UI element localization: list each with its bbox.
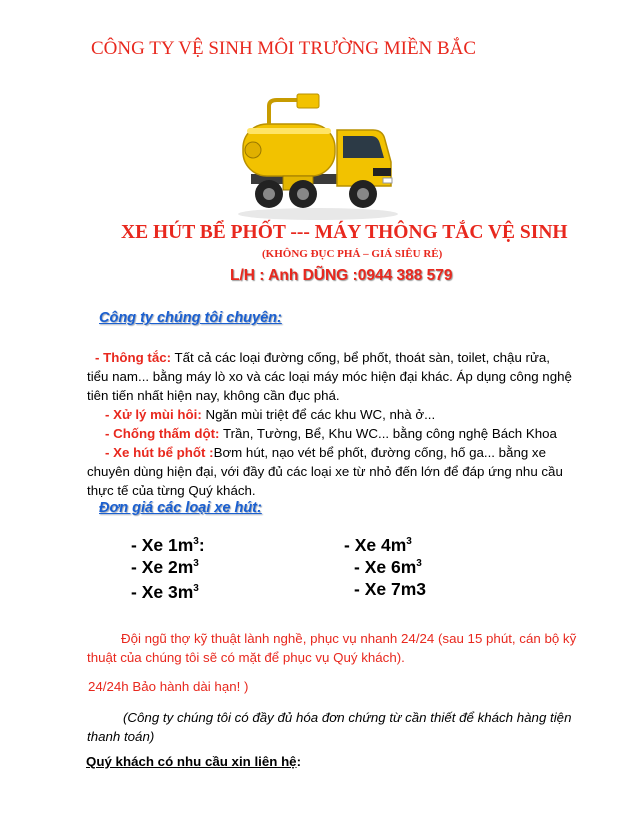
ground-shadow [238, 208, 398, 220]
contact-line: L/H : Anh DŨNG :0944 388 579 [230, 267, 453, 284]
service-item-thong-tac: - Thông tắc: Tất cả các loại đường cống, bể phốt, thoát sàn, toilet, chậu rửa, tiểu nam... bằng máy lò xo và các loại máy móc hiện đại khác. Áp dụng công nghệ tiên tiến nhất hiện nay, không cần đục phá. [87, 350, 572, 403]
tanker-truck-image [233, 88, 403, 223]
price-list-left [131, 534, 205, 603]
subheading: (KHÔNG ĐỤC PHÁ – GIÁ SIÊU RẺ) [262, 248, 443, 260]
price-list-right [344, 534, 426, 600]
company-title: CÔNG TY VỆ SINH MÔI TRƯỜNG MIỀN BẮC [91, 38, 477, 59]
team-paragraph: Đội ngũ thợ kỹ thuật lành nghề, phục vụ nhanh 24/24 (sau 15 phút, cán bộ kỹ thuật của chúng tôi sẽ có mặt để phục vụ Quý khách). [87, 631, 577, 665]
price-item: - Xe $6m^3$ [354, 557, 422, 577]
main-heading: XE HÚT BỂ PHỐT --- MÁY THÔNG TẮC VỆ SINH [121, 222, 568, 243]
service-item-mui-hoi: - Xử lý mùi hôi: Ngăn mùi triệt để các khu WC, nhà ở... [105, 407, 436, 422]
price-item: - Xe $1m^3$: [131, 535, 205, 555]
headlight [383, 178, 392, 183]
tank-highlight [247, 128, 331, 134]
price-item: - Xe $2m^3$ [131, 557, 199, 577]
contact-invite: Quý khách có nhu cầu xin liên hệ: [86, 754, 302, 769]
services-list [87, 348, 572, 500]
price-item: - Xe $3m^3$ [131, 582, 199, 602]
services-heading: Công ty chúng tôi chuyên: [99, 310, 282, 326]
invoice-note: (Công ty chúng tôi có đầy đủ hóa đơn chứng từ cần thiết để khách hàng tiện thanh toán) [87, 710, 572, 744]
service-item-chong-tham: - Chống thấm dột: Trần, Tường, Bể, Khu WC... bằng công nghệ Bách Khoa [105, 426, 557, 441]
service-item-xe-hut: - Xe hút bể phốt :Bơm hút, nạo vét bể phốt, đường cống, hố ga... bằng xe chuyên dùng hiện đại, với đầy đủ các loại xe từ nhỏ đến lớn để đáp ứng nhu cầu thực tế của từng Quý khách. [87, 445, 563, 498]
price-item: - Xe 7m3 [354, 579, 426, 599]
cab-window [343, 136, 384, 158]
cab-grille [373, 168, 391, 176]
tank-hatch [245, 142, 261, 158]
price-item: - Xe $4m^3$ [344, 535, 412, 555]
prices-heading: Đơn giá các loại xe hút: [99, 500, 262, 516]
warranty-line: 24/24h Bảo hành dài hạn! ) [88, 679, 249, 694]
truck-pump [297, 94, 319, 108]
